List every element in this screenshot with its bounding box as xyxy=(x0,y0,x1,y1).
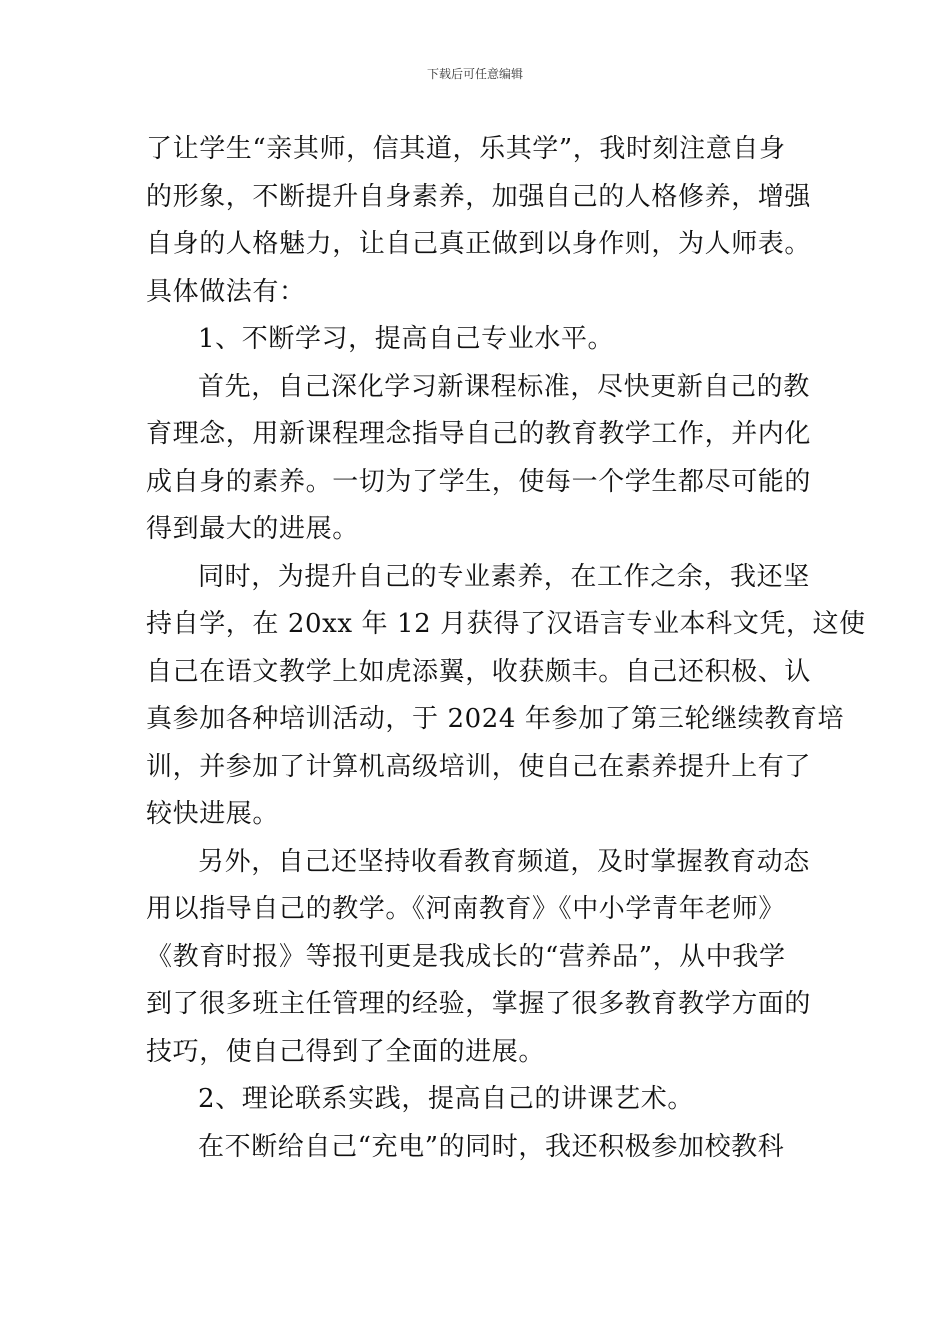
text-line: 成自身的素养。一切为了学生，使每一个学生都尽可能的 xyxy=(146,466,812,497)
text-line: 得到最大的进展。 xyxy=(146,514,359,544)
text-line: 具体做法有： xyxy=(146,276,306,307)
page-header: 下载后可任意编辑 xyxy=(426,67,523,81)
section-heading-1: 1、不断学习，提高自己专业水平。 xyxy=(198,324,615,354)
text-line: 较快进展。 xyxy=(146,799,280,829)
text-line: 持自学，在 20xx 年 12 月获得了汉语言专业本科文凭，这使 xyxy=(146,609,866,639)
text-line: 了让学生“亲其师，信其道，乐其学”，我时刻注意自身 xyxy=(146,134,786,164)
text-line: 首先，自己深化学习新课程标准，尽快更新自己的教 xyxy=(198,371,810,402)
text-line: 到了很多班主任管理的经验，掌握了很多教育教学方面的 xyxy=(146,989,812,1019)
text-line: 技巧，使自己得到了全面的进展。 xyxy=(146,1036,546,1067)
text-line: 用以指导自己的教学。《河南教育》《中小学青年老师》 xyxy=(146,894,786,924)
text-line: 真参加各种培训活动，于 2024 年参加了第三轮继续教育培 xyxy=(146,704,845,734)
text-line: 的形象，不断提升自身素养，加强自己的人格修养，增强 xyxy=(146,181,812,212)
section-heading-2: 2、理论联系实践，提高自己的讲课艺术。 xyxy=(198,1084,694,1114)
text-line: 自己在语文教学上如虎添翼，收获颇丰。自己还积极、认 xyxy=(146,656,812,687)
text-line: 另外，自己还坚持收看教育频道，及时掌握教育动态 xyxy=(198,846,810,877)
text-line: 在不断给自己“充电”的同时，我还积极参加校教科 xyxy=(198,1131,785,1162)
text-line: 《教育时报》等报刊更是我成长的“营养品”，从中我学 xyxy=(146,941,786,972)
document-body xyxy=(146,126,866,1171)
text-line: 同时，为提升自己的专业素养，在工作之余，我还坚 xyxy=(198,561,810,592)
text-line: 自身的人格魅力，让自己真正做到以身作则，为人师表。 xyxy=(146,229,812,259)
text-line: 训，并参加了计算机高级培训，使自己在素养提升上有了 xyxy=(146,751,812,782)
text-line: 育理念，用新课程理念指导自己的教育教学工作，并内化 xyxy=(146,419,812,449)
